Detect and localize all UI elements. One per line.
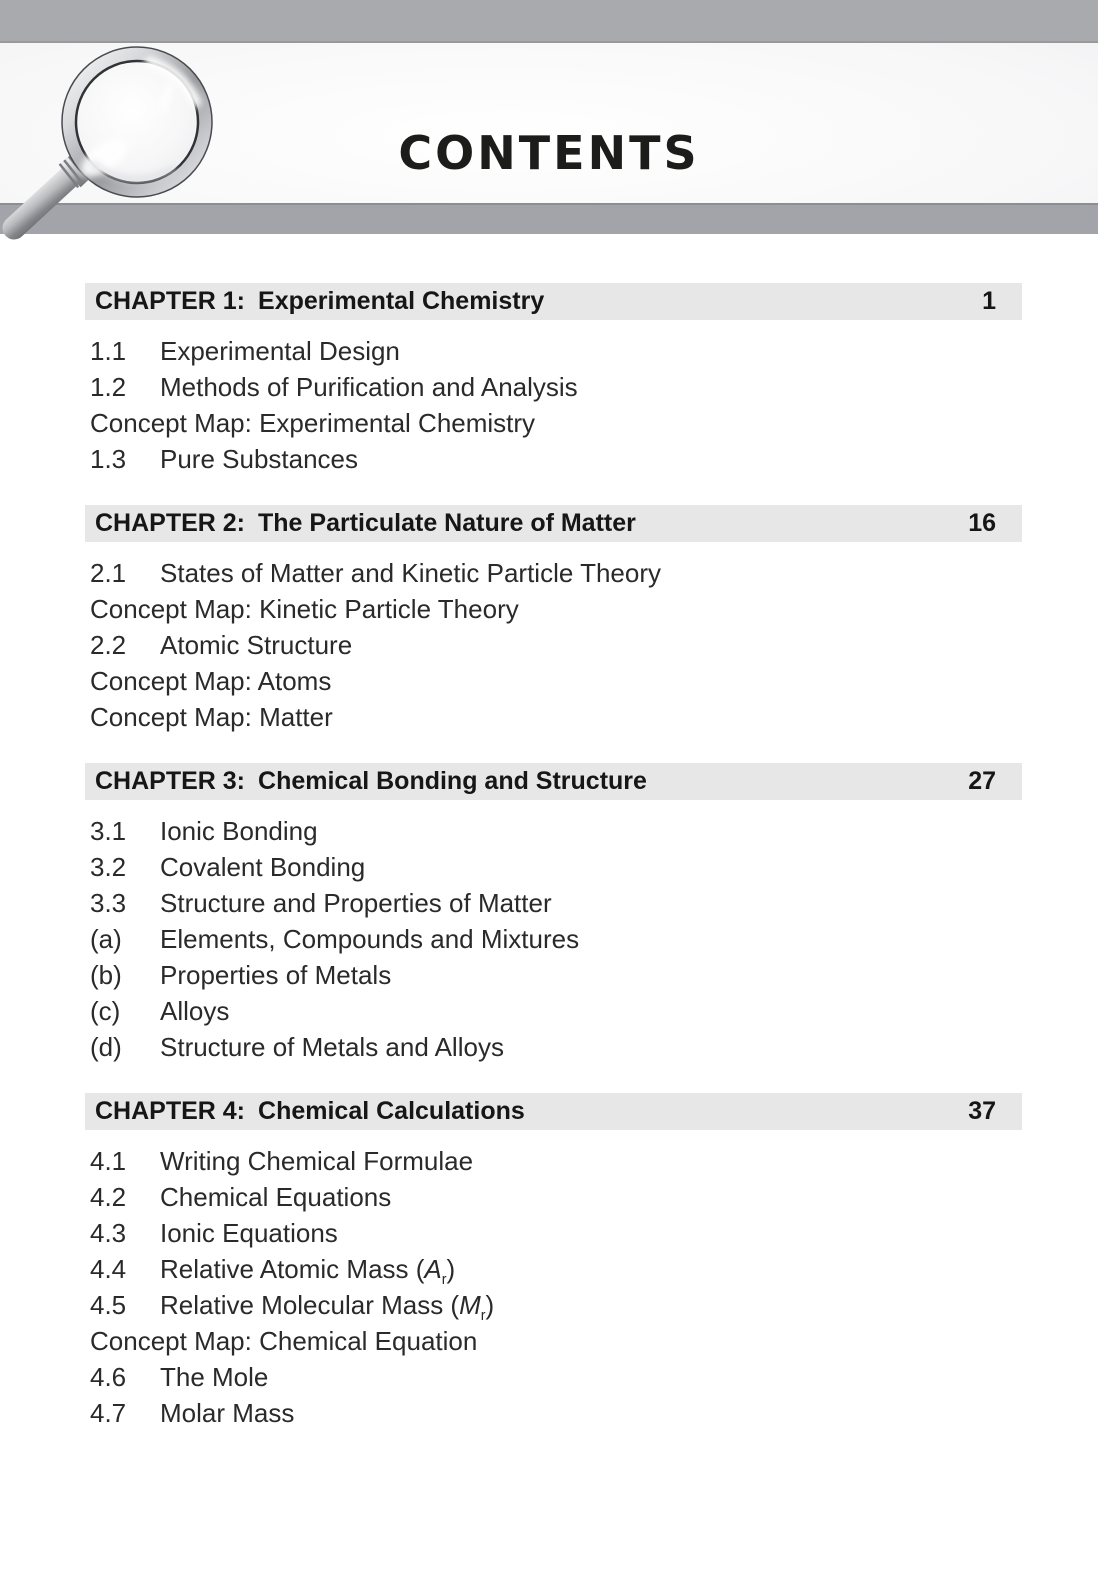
toc-item-title: Ionic Equations — [160, 1218, 338, 1248]
toc-item-number: 3.1 — [90, 816, 127, 846]
magnifying-glass-icon — [0, 0, 240, 252]
chapter-label: CHAPTER 3: — [95, 767, 246, 795]
toc-item-title: Chemical Equations — [160, 1182, 392, 1212]
chapter-section-1 — [85, 283, 1022, 477]
toc-item-title: States of Matter and Kinetic Particle Theory — [160, 558, 661, 588]
toc-item — [85, 1359, 1022, 1395]
chapter-title: The Particulate Nature of Matter — [258, 509, 636, 537]
toc-item-title: Experimental Design — [160, 336, 400, 366]
toc-item-title: Methods of Purification and Analysis — [160, 372, 578, 402]
toc-item-number: 4.2 — [90, 1182, 127, 1212]
chapter-page-number: 16 — [968, 509, 996, 537]
chapter-bar — [85, 283, 1022, 320]
chapter-label: CHAPTER 1: — [95, 287, 246, 315]
toc-item-number: (d) — [90, 1032, 122, 1062]
toc-item — [85, 333, 1022, 369]
toc-item-number: 1.1 — [90, 336, 127, 366]
toc-item — [85, 1251, 1022, 1287]
toc-item — [85, 1179, 1022, 1215]
concept-map-item — [85, 1323, 1022, 1359]
chapter-label: CHAPTER 4: — [95, 1097, 246, 1125]
toc-item-title: Structure and Properties of Matter — [160, 888, 552, 918]
toc-item — [85, 1395, 1022, 1431]
toc-item — [85, 993, 1022, 1029]
toc-item-title: The Mole — [160, 1362, 269, 1392]
page-title: CONTENTS — [398, 126, 700, 180]
toc-item — [85, 921, 1022, 957]
toc-item — [85, 369, 1022, 405]
toc-item — [85, 813, 1022, 849]
chapter-bar — [85, 763, 1022, 800]
concept-map-item — [85, 663, 1022, 699]
toc-item-number: 3.2 — [90, 852, 127, 882]
chapter-title: Experimental Chemistry — [258, 287, 545, 315]
toc-item — [85, 555, 1022, 591]
toc-item-title: Relative Molecular Mass $(M_r)$ — [160, 1290, 495, 1325]
toc-item — [85, 1029, 1022, 1065]
toc-item-number: 4.3 — [90, 1218, 127, 1248]
toc-item-number: 4.6 — [90, 1362, 127, 1392]
toc-item — [85, 1143, 1022, 1179]
toc-item-number: (a) — [90, 924, 122, 954]
chapter-section-2 — [85, 505, 1022, 735]
toc-item — [85, 1215, 1022, 1251]
toc-item-title: Concept Map: Kinetic Particle Theory — [90, 594, 519, 624]
chapter-title: Chemical Bonding and Structure — [258, 767, 647, 795]
toc-item — [85, 1287, 1022, 1323]
toc-item-title: Structure of Metals and Alloys — [160, 1032, 504, 1062]
toc-item-title: Concept Map: Atoms — [90, 666, 332, 696]
chapter-section-4 — [85, 1093, 1022, 1431]
toc-item — [85, 957, 1022, 993]
header-banner — [0, 0, 1098, 232]
toc-item-number: 1.3 — [90, 444, 127, 474]
toc-item-title: Atomic Structure — [160, 630, 353, 660]
toc-item-number: 4.4 — [90, 1254, 127, 1284]
chapter-page-number: 1 — [982, 287, 996, 315]
toc-item-number: 4.5 — [90, 1290, 127, 1320]
toc-item — [85, 885, 1022, 921]
toc-item-title: Concept Map: Experimental Chemistry — [90, 408, 536, 438]
toc-item-number: 4.7 — [90, 1398, 127, 1428]
toc-item-title: Pure Substances — [160, 444, 359, 474]
toc-item-title: Molar Mass — [160, 1398, 295, 1428]
toc-item-number: 1.2 — [90, 372, 127, 402]
chapter-bar — [85, 1093, 1022, 1130]
chapter-bar — [85, 505, 1022, 542]
toc-item — [85, 849, 1022, 885]
toc-item — [85, 627, 1022, 663]
toc-item-title: Properties of Metals — [160, 960, 392, 990]
math-variable: M — [459, 1290, 481, 1320]
math-subscript: r — [480, 1308, 486, 1325]
math-variable: A — [424, 1254, 442, 1284]
concept-map-item — [85, 699, 1022, 735]
toc-item-title: Ionic Bonding — [160, 816, 318, 846]
table-of-contents — [85, 283, 1022, 1459]
toc-item-number: (c) — [90, 996, 121, 1026]
toc-item-number: 2.2 — [90, 630, 127, 660]
toc-item-number: 2.1 — [90, 558, 127, 588]
toc-item — [85, 441, 1022, 477]
concept-map-item — [85, 591, 1022, 627]
chapter-title: Chemical Calculations — [258, 1097, 525, 1125]
toc-item-title: Covalent Bonding — [160, 852, 366, 882]
toc-item-title: Relative Atomic Mass $(A_r)$ — [160, 1254, 456, 1289]
toc-item-title: Alloys — [160, 996, 230, 1026]
toc-item-number: 4.1 — [90, 1146, 127, 1176]
toc-item-title: Elements, Compounds and Mixtures — [160, 924, 580, 954]
toc-item-title: Writing Chemical Formulae — [160, 1146, 474, 1176]
toc-item-number: (b) — [90, 960, 122, 990]
chapter-label: CHAPTER 2: — [95, 509, 246, 537]
toc-item-number: 3.3 — [90, 888, 127, 918]
math-subscript: r — [441, 1272, 447, 1289]
chapter-page-number: 27 — [968, 767, 996, 795]
toc-item-title: Concept Map: Chemical Equation — [90, 1326, 478, 1356]
chapter-page-number: 37 — [968, 1097, 996, 1125]
concept-map-item — [85, 405, 1022, 441]
toc-item-title: Concept Map: Matter — [90, 702, 333, 732]
chapter-section-3 — [85, 763, 1022, 1065]
